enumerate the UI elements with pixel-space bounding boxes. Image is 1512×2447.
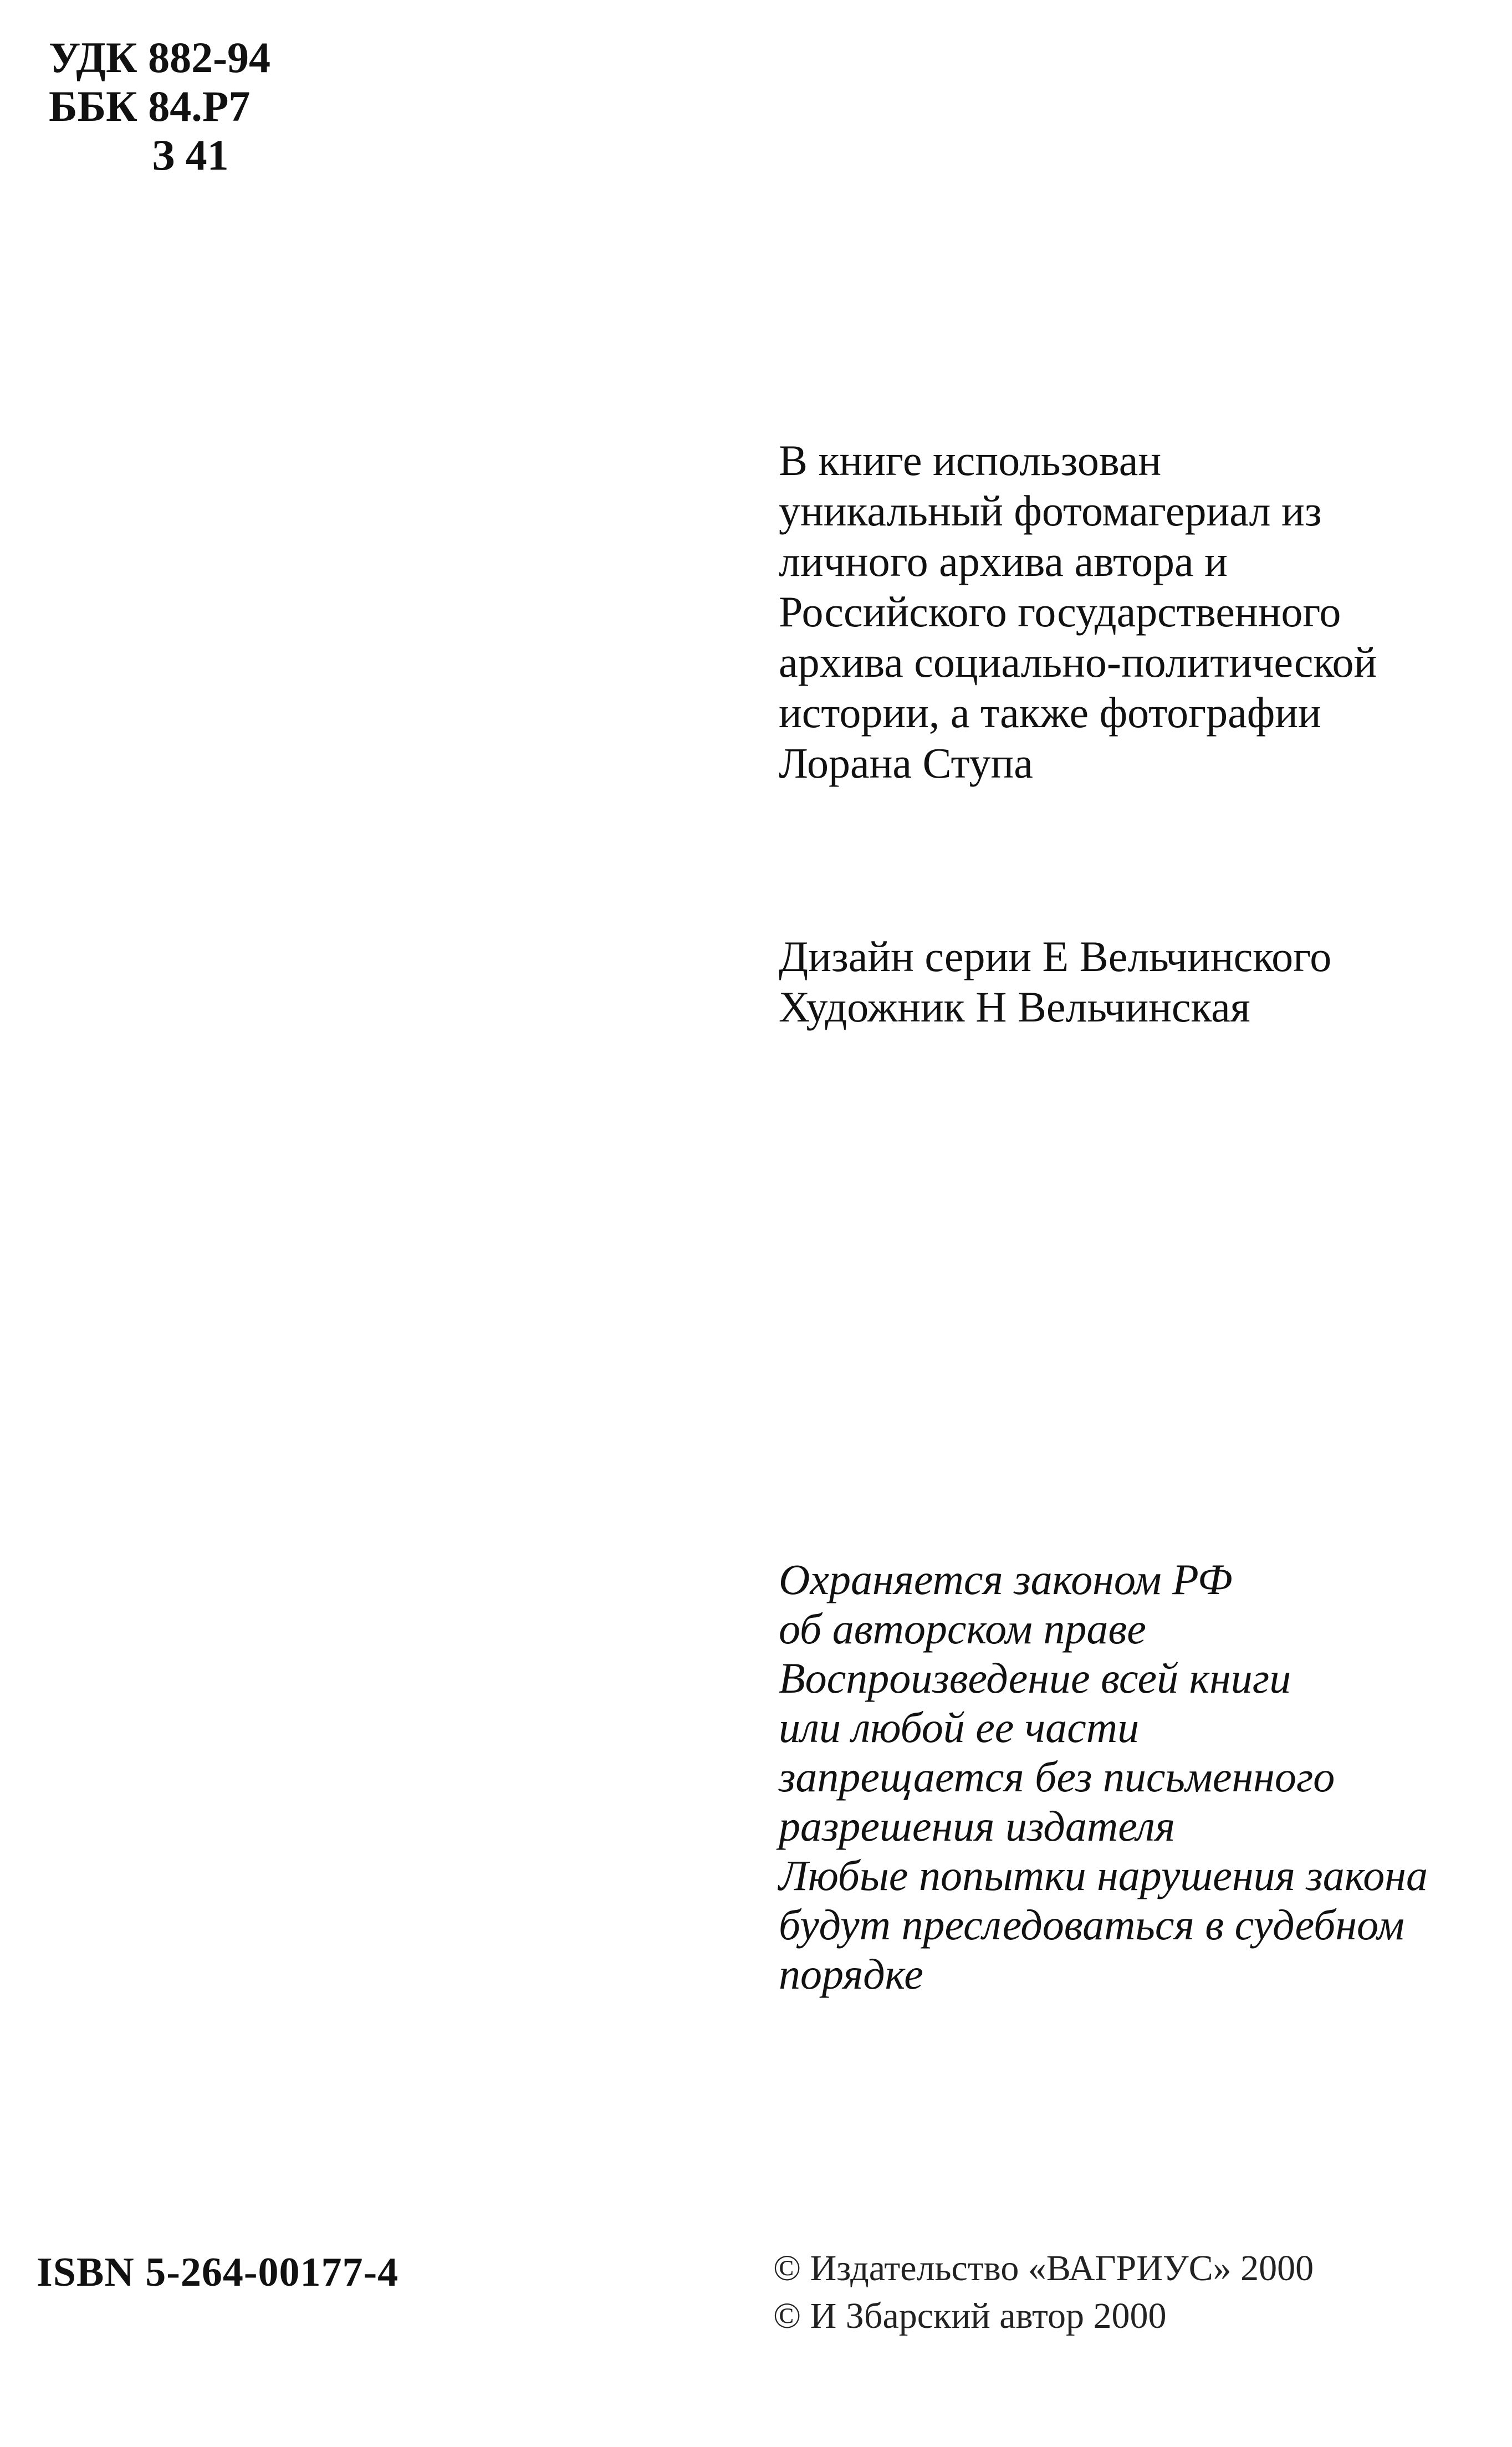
copyright-notice-line: разрешения издателя [779, 1802, 1176, 1850]
copyright-notice-line: Охраняется законом РФ [779, 1555, 1233, 1603]
series-design-credit: Дизайн серии Е Вельчинского [779, 932, 1332, 980]
photo-note-line: архива социально-политической [779, 638, 1377, 686]
udk-code: УДК 882-94 [49, 33, 271, 81]
copyright-notice-line: порядке [779, 1950, 923, 1998]
author-copyright: © И Збарский автор 2000 [773, 2296, 1167, 2336]
photo-note-line: Лорана Ступа [779, 739, 1033, 787]
publisher-copyright: © Издательство «ВАГРИУС» 2000 [773, 2248, 1314, 2288]
bbk-code: ББК 84.Р7 [49, 82, 251, 130]
photo-note-line: истории, а также фотографии [779, 688, 1321, 737]
classification-codes [49, 33, 270, 180]
copyright-notice-line: или любой ее части [779, 1703, 1140, 1751]
photo-note-line: Российского государственного [779, 588, 1341, 636]
copyright-notice-line: об авторском праве [779, 1605, 1146, 1653]
copyright-notice-line: Любые попытки нарушения закона [779, 1851, 1428, 1899]
photo-note-line: личного архива автора и [779, 537, 1228, 585]
artist-credit: Художник Н Вельчинская [779, 983, 1250, 1031]
copyright-notice-line: Воспроизведение всей книги [779, 1654, 1291, 1702]
rights-holders [773, 2245, 1314, 2340]
photo-note [779, 435, 1377, 788]
design-credits [779, 931, 1331, 1032]
copyright-notice-line: запрещается без письменного [779, 1753, 1335, 1801]
author-mark: З 41 [152, 131, 229, 179]
copyright-notice-line: будут преследоваться в судебном [779, 1901, 1404, 1949]
photo-note-line: В книге использован [779, 436, 1162, 484]
copyright-notice [779, 1555, 1428, 1999]
photo-note-line: уникальный фотомагериал из [779, 487, 1322, 535]
isbn-number: ISBN 5-264-00177-4 [37, 2250, 399, 2295]
